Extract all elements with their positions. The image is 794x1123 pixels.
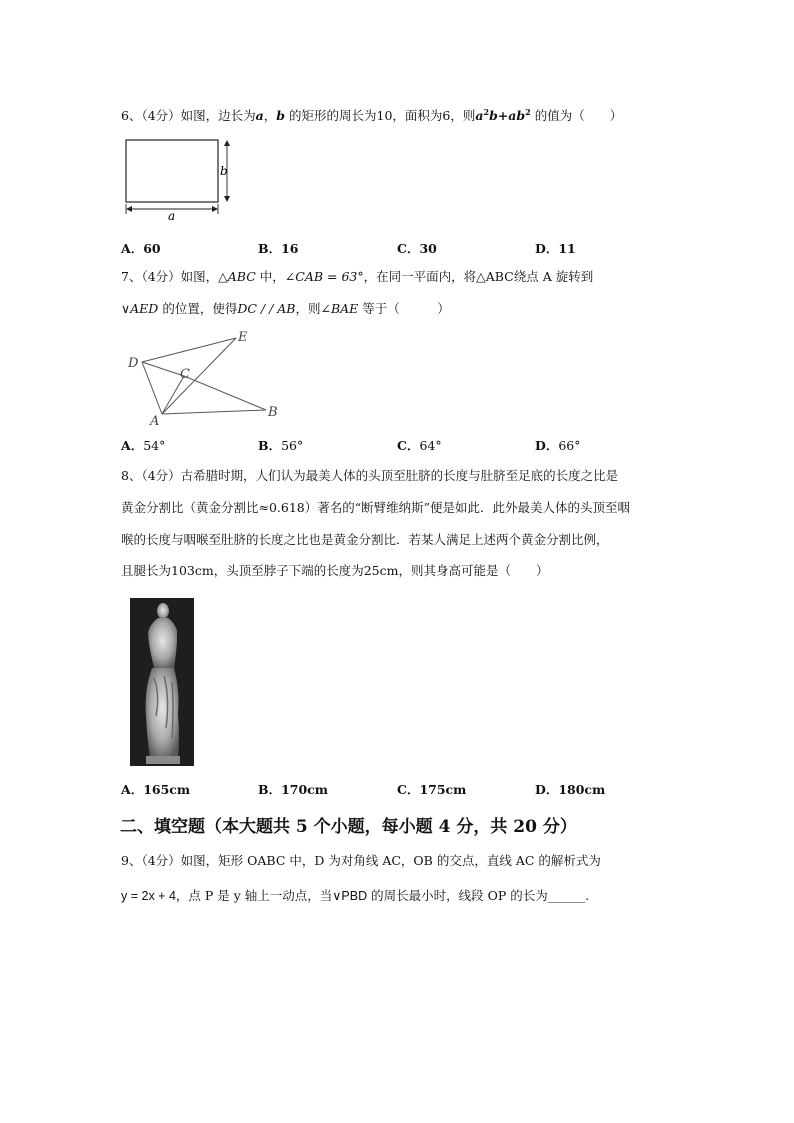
q8-stem-line3: 喉的长度与咽喉至肚脐的长度之比也是黄金分割比．若某人满足上述两个黄金分割比例， [121, 532, 609, 547]
q6-option-a[interactable]: A．60 [121, 241, 161, 256]
q6-sup1: 2 [483, 107, 490, 117]
q7-label-d: D [128, 356, 139, 371]
q8-option-c[interactable]: C．175cm [397, 782, 467, 797]
q6-middle: 的矩形的周长为10，面积为6，则 [289, 108, 476, 124]
q6-expr-a: a [475, 108, 484, 124]
q6-comma: ， [263, 108, 277, 124]
q7-label-e: E [238, 330, 248, 345]
q7-option-c[interactable]: C．64° [397, 438, 442, 453]
q7-stem-line1: 7、（4分）如图，△ABC 中，∠CAB = 63°，在同一平面内，将△ABC绕点 A 旋转到 [121, 269, 594, 284]
q8-stem-line4: 且腿长为103cm，头顶至脖子下端的长度为25cm，则其身高可能是（ ） [121, 563, 549, 578]
q9-stem-line1: 9、（4分）如图，矩形 OABC 中，D 为对角线 AC，OB 的交点，直线 AC 的解析式为 [121, 853, 601, 868]
q8-option-d[interactable]: D．180cm [535, 782, 606, 797]
q7-option-b[interactable]: B．56° [258, 438, 304, 453]
section-2-heading: 二、填空题（本大题共 5 个小题，每小题 4 分，共 20 分） [120, 817, 577, 837]
q6-fig-label-a: a [168, 209, 176, 223]
q7-label-b: B [268, 405, 278, 420]
q9-stem-line2: y = 2x + 4，点 P 是 y 轴上一动点，当∨PBD 的周长最小时，线段 OP 的长为______. [121, 888, 590, 903]
q7-parallel: DC / / AB [237, 301, 296, 316]
q6-fig-label-b: b [220, 164, 228, 178]
q6-var-b: b [276, 108, 286, 124]
q8-stem-line1: 8、（4分）古希腊时期，人们认为最美人体的头顶至肚脐的长度与肚脐至足底的长度之比是 [121, 468, 619, 483]
q7-triangle-aed: ∨AED [121, 301, 159, 316]
q6-option-d[interactable]: D．11 [535, 241, 576, 256]
q6-sup2: 2 [525, 107, 531, 117]
q8-option-a[interactable]: A．165cm [121, 782, 191, 797]
q7-angle-cab: ∠CAB = 63° [284, 269, 364, 284]
q6-option-c[interactable]: C．30 [397, 241, 437, 256]
q9-formula: y = 2x + 4 [121, 889, 176, 903]
q9-triangle-pbd: ∨PBD [332, 889, 368, 903]
venus-statue-image [130, 598, 194, 766]
q6-suffix: 的值为（ ） [534, 108, 623, 124]
q7-stem-line2: ∨AED 的位置，使得DC / / AB，则∠BAE 等于（ ） [121, 301, 450, 316]
q7-label-c: C [180, 367, 190, 382]
q6-var-a: a [255, 108, 264, 124]
q7-rotation-figure [120, 326, 290, 430]
q6-rectangle-figure [120, 132, 245, 224]
q7-angle-bae: ∠BAE [320, 301, 359, 316]
q7-label-a: A [150, 414, 160, 429]
q7-option-a[interactable]: A．54° [121, 438, 166, 453]
q6-stem [121, 104, 622, 124]
q6-option-b[interactable]: B．16 [258, 241, 299, 256]
q6-expr-b: b+ab [489, 108, 526, 124]
q7-option-d[interactable]: D．66° [535, 438, 581, 453]
q6-prefix: 6、（4分）如图，边长为 [121, 108, 256, 124]
q8-stem-line2: 黄金分割比（黄金分割比≈0.618）著名的“断臂维纳斯”便是如此．此外最美人体的头顶至咽 [121, 500, 631, 515]
q7-triangle-abc: △ABC [218, 269, 256, 284]
q8-option-b[interactable]: B．170cm [258, 782, 329, 797]
